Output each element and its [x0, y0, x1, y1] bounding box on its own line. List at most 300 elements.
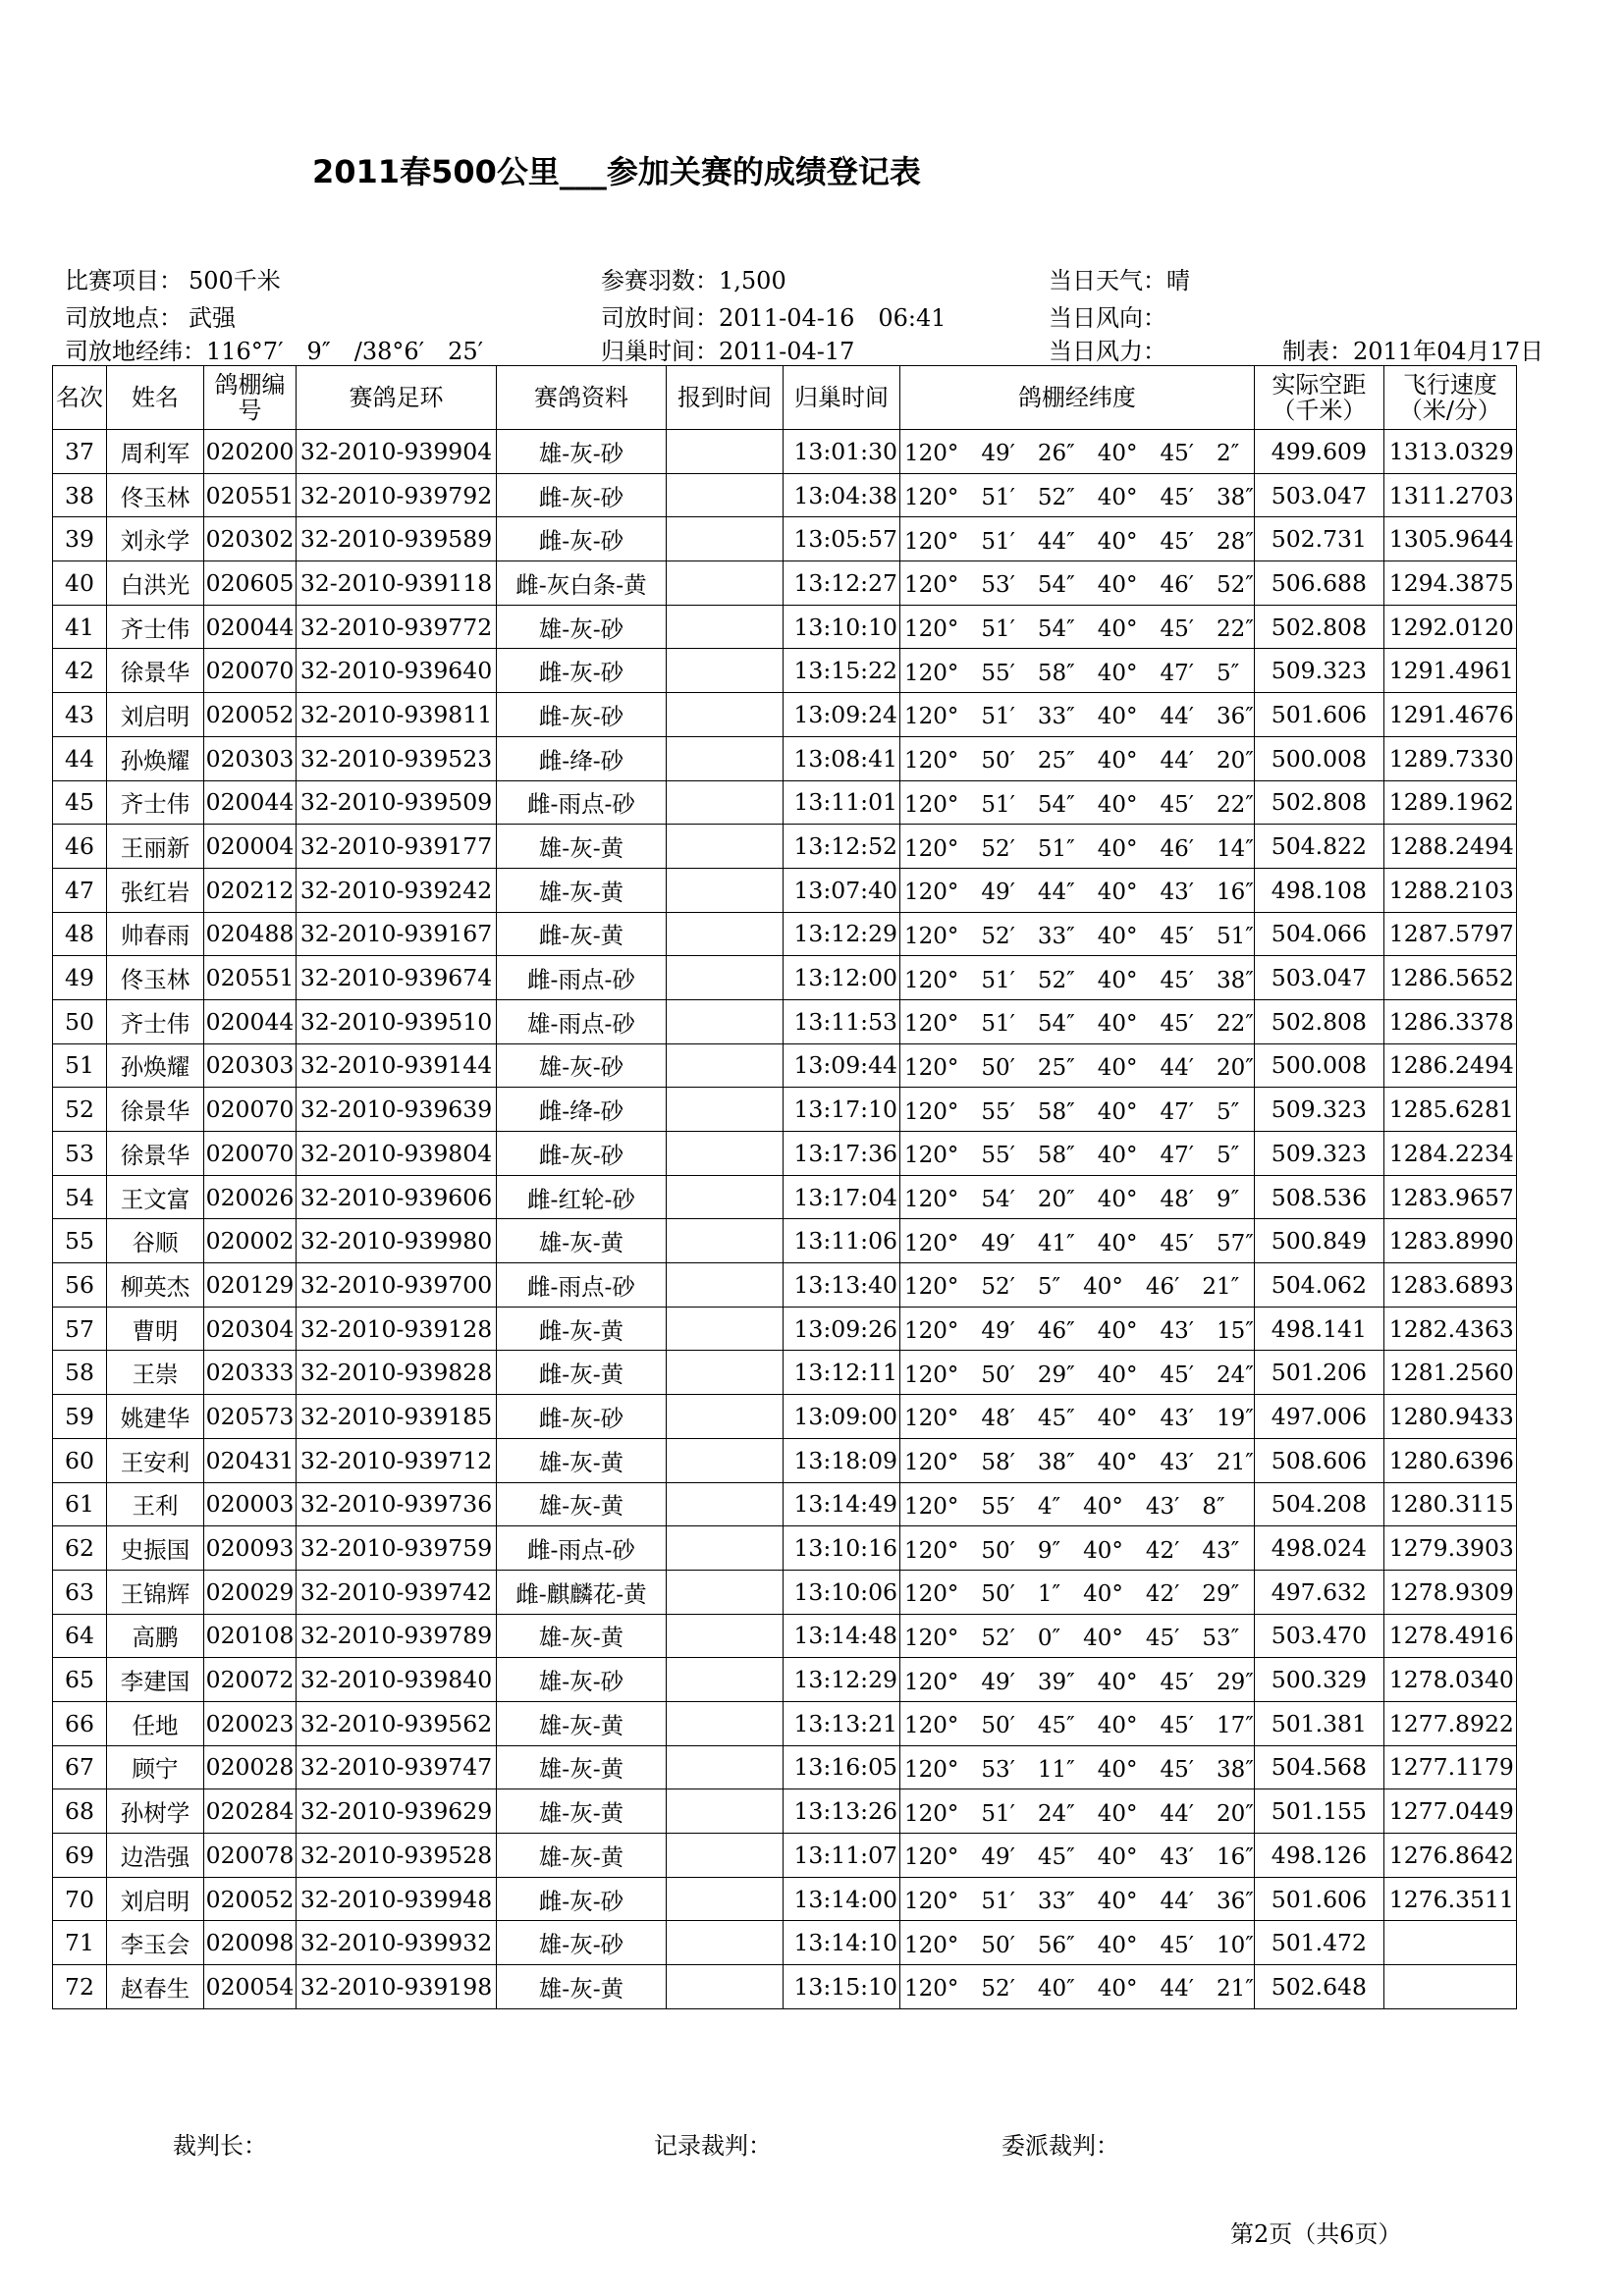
- loft-cell: 020098: [204, 1921, 297, 1965]
- speed-cell: 1280.3115: [1383, 1482, 1516, 1526]
- loft-cell: 020551: [204, 956, 297, 1000]
- return-time-cell: 13:11:01: [784, 780, 900, 825]
- loft-cell: 020303: [204, 736, 297, 780]
- coords-cell: 120° 51′ 54″ 40° 45′ 22″: [900, 605, 1255, 649]
- header-loft-no: 鸽棚编号: [204, 366, 297, 430]
- loft-cell: 020200: [204, 430, 297, 474]
- speed-cell: 1276.8642: [1383, 1834, 1516, 1878]
- return-time-info: [601, 332, 854, 366]
- info-cell: 雌-灰-砂: [497, 473, 667, 517]
- release-coord-label: 司放地经纬：: [65, 338, 206, 365]
- ring-cell: 32-2010-939804: [297, 1132, 497, 1176]
- coords-cell: 120° 50′ 56″ 40° 45′ 10″: [900, 1921, 1255, 1965]
- report-time-cell: [667, 736, 784, 780]
- table-row: [53, 693, 1517, 737]
- coords-cell: 120° 50′ 25″ 40° 44′ 20″: [900, 1043, 1255, 1088]
- release-time-label: 司放时间：: [601, 304, 719, 332]
- info-cell: 雌-灰-砂: [497, 649, 667, 693]
- info-cell: 雌-灰-砂: [497, 693, 667, 737]
- loft-cell: 020026: [204, 1175, 297, 1219]
- coords-cell: 120° 51′ 52″ 40° 45′ 38″: [900, 473, 1255, 517]
- info-cell: 雌-灰-黄: [497, 912, 667, 956]
- ring-cell: 32-2010-939712: [297, 1438, 497, 1482]
- release-time-info: [601, 298, 947, 333]
- loft-cell: 020573: [204, 1395, 297, 1439]
- rank-cell: 45: [53, 780, 107, 825]
- distance-cell: 508.536: [1254, 1175, 1383, 1219]
- return-time-cell: 13:05:57: [784, 517, 900, 561]
- event-value: 500千米: [189, 267, 281, 294]
- rank-cell: 48: [53, 912, 107, 956]
- header-distance: 实际空距（千米）: [1254, 366, 1383, 430]
- loft-cell: 020303: [204, 1043, 297, 1088]
- report-time-cell: [667, 1658, 784, 1702]
- speed-cell: 1278.9309: [1383, 1570, 1516, 1614]
- loft-cell: 020029: [204, 1570, 297, 1614]
- table-row: [53, 649, 1517, 693]
- name-cell: 王利: [107, 1482, 204, 1526]
- loft-cell: 020052: [204, 693, 297, 737]
- distance-cell: 503.470: [1254, 1614, 1383, 1658]
- loft-cell: 020070: [204, 1132, 297, 1176]
- distance-cell: 502.731: [1254, 517, 1383, 561]
- rank-cell: 51: [53, 1043, 107, 1088]
- return-time-value: 2011-04-17: [719, 338, 855, 365]
- info-cell: 雄-灰-黄: [497, 1482, 667, 1526]
- name-cell: 史振国: [107, 1526, 204, 1571]
- wind-force-info: [1049, 332, 1166, 366]
- name-cell: 王丽新: [107, 825, 204, 869]
- coords-cell: 120° 55′ 58″ 40° 47′ 5″: [900, 1088, 1255, 1132]
- distance-cell: 501.472: [1254, 1921, 1383, 1965]
- header-return-time: 归巢时间: [784, 366, 900, 430]
- ring-cell: 32-2010-939589: [297, 517, 497, 561]
- report-time-cell: [667, 473, 784, 517]
- info-cell: 雌-雨点-砂: [497, 1526, 667, 1571]
- table-row: [53, 868, 1517, 912]
- page-title: 2011春500公里___参加关赛的成绩登记表: [312, 153, 921, 190]
- table-row: [53, 1965, 1517, 2009]
- name-cell: 任地: [107, 1701, 204, 1745]
- return-time-cell: 13:17:10: [784, 1088, 900, 1132]
- wind-force-label: 当日风力：: [1049, 338, 1166, 365]
- loft-cell: 020129: [204, 1263, 297, 1308]
- page-number: 第2页（共6页）: [1230, 2220, 1402, 2248]
- report-time-cell: [667, 1043, 784, 1088]
- info-cell: 雌-灰-砂: [497, 1877, 667, 1921]
- name-cell: 白洪光: [107, 561, 204, 606]
- loft-cell: 020078: [204, 1834, 297, 1878]
- name-cell: 徐景华: [107, 1132, 204, 1176]
- distance-cell: 500.008: [1254, 1043, 1383, 1088]
- loft-cell: 020212: [204, 868, 297, 912]
- name-cell: 高鹏: [107, 1614, 204, 1658]
- chief-judge-label: 裁判长：: [173, 2132, 267, 2160]
- name-cell: 赵春生: [107, 1965, 204, 2009]
- info-cell: 雌-绛-砂: [497, 1088, 667, 1132]
- report-time-cell: [667, 912, 784, 956]
- loft-cell: 020605: [204, 561, 297, 606]
- coords-cell: 120° 54′ 20″ 40° 48′ 9″: [900, 1175, 1255, 1219]
- table-row: [53, 1351, 1517, 1395]
- return-time-cell: 13:17:04: [784, 1175, 900, 1219]
- return-time-cell: 13:16:05: [784, 1745, 900, 1789]
- ring-cell: 32-2010-939128: [297, 1307, 497, 1351]
- report-time-cell: [667, 1438, 784, 1482]
- loft-cell: 020023: [204, 1701, 297, 1745]
- table-row: [53, 1658, 1517, 1702]
- speed-cell: 1294.3875: [1383, 561, 1516, 606]
- rank-cell: 71: [53, 1921, 107, 1965]
- report-time-cell: [667, 1219, 784, 1263]
- loft-cell: 020551: [204, 473, 297, 517]
- rank-cell: 47: [53, 868, 107, 912]
- ring-cell: 32-2010-939674: [297, 956, 497, 1000]
- info-cell: 雌-灰-黄: [497, 1307, 667, 1351]
- distance-cell: 504.066: [1254, 912, 1383, 956]
- name-cell: 刘永学: [107, 517, 204, 561]
- table-row: [53, 1834, 1517, 1878]
- ring-cell: 32-2010-939177: [297, 825, 497, 869]
- loft-cell: 020070: [204, 649, 297, 693]
- distance-cell: 498.108: [1254, 868, 1383, 912]
- coords-cell: 120° 49′ 44″ 40° 43′ 16″: [900, 868, 1255, 912]
- loft-cell: 020044: [204, 605, 297, 649]
- name-cell: 孙焕耀: [107, 1043, 204, 1088]
- table-row: [53, 1438, 1517, 1482]
- distance-cell: 503.047: [1254, 473, 1383, 517]
- ring-cell: 32-2010-939606: [297, 1175, 497, 1219]
- distance-cell: 501.206: [1254, 1351, 1383, 1395]
- return-time-cell: 13:14:49: [784, 1482, 900, 1526]
- ring-cell: 32-2010-939629: [297, 1789, 497, 1834]
- distance-cell: 504.822: [1254, 825, 1383, 869]
- distance-cell: 501.606: [1254, 693, 1383, 737]
- distance-cell: 502.648: [1254, 1965, 1383, 2009]
- ring-cell: 32-2010-939198: [297, 1965, 497, 2009]
- name-cell: 王锦辉: [107, 1570, 204, 1614]
- coords-cell: 120° 49′ 41″ 40° 45′ 57″: [900, 1219, 1255, 1263]
- info-cell: 雌-麒麟花-黄: [497, 1570, 667, 1614]
- header-rank: 名次: [53, 366, 107, 430]
- distance-cell: 501.381: [1254, 1701, 1383, 1745]
- coords-cell: 120° 50′ 29″ 40° 45′ 24″: [900, 1351, 1255, 1395]
- coords-cell: 120° 52′ 51″ 40° 46′ 14″: [900, 825, 1255, 869]
- loft-cell: 020431: [204, 1438, 297, 1482]
- return-time-cell: 13:09:24: [784, 693, 900, 737]
- info-cell: 雄-灰-黄: [497, 1701, 667, 1745]
- loft-cell: 020002: [204, 1219, 297, 1263]
- table-row: [53, 999, 1517, 1043]
- speed-cell: 1277.1179: [1383, 1745, 1516, 1789]
- speed-cell: 1292.0120: [1383, 605, 1516, 649]
- info-cell: 雌-雨点-砂: [497, 956, 667, 1000]
- speed-cell: 1284.2234: [1383, 1132, 1516, 1176]
- distance-cell: 499.609: [1254, 430, 1383, 474]
- loft-cell: 020072: [204, 1658, 297, 1702]
- loft-cell: 020044: [204, 780, 297, 825]
- rank-cell: 43: [53, 693, 107, 737]
- ring-cell: 32-2010-939811: [297, 693, 497, 737]
- ring-cell: 32-2010-939167: [297, 912, 497, 956]
- report-time-cell: [667, 1965, 784, 2009]
- table-row: [53, 517, 1517, 561]
- ring-cell: 32-2010-939528: [297, 1834, 497, 1878]
- made-label: 制表：: [1282, 338, 1353, 365]
- table-row: [53, 780, 1517, 825]
- table-row: [53, 1877, 1517, 1921]
- table-row: [53, 956, 1517, 1000]
- ring-cell: 32-2010-939747: [297, 1745, 497, 1789]
- coords-cell: 120° 51′ 54″ 40° 45′ 22″: [900, 999, 1255, 1043]
- speed-cell: 1288.2103: [1383, 868, 1516, 912]
- return-time-cell: 13:04:38: [784, 473, 900, 517]
- info-cell: 雄-灰-砂: [497, 1043, 667, 1088]
- return-time-cell: 13:13:40: [784, 1263, 900, 1308]
- info-cell: 雄-灰-黄: [497, 868, 667, 912]
- coords-cell: 120° 49′ 39″ 40° 45′ 29″: [900, 1658, 1255, 1702]
- speed-cell: 1280.6396: [1383, 1438, 1516, 1482]
- wind-dir-info: [1049, 298, 1166, 333]
- coords-cell: 120° 51′ 33″ 40° 44′ 36″: [900, 693, 1255, 737]
- return-time-cell: 13:10:06: [784, 1570, 900, 1614]
- release-time-value: 2011-04-16 06:41: [719, 304, 947, 332]
- return-time-cell: 13:12:52: [784, 825, 900, 869]
- event-info: [65, 261, 281, 295]
- info-cell: 雄-灰-黄: [497, 825, 667, 869]
- coords-cell: 120° 50′ 9″ 40° 42′ 43″: [900, 1526, 1255, 1571]
- table-row: [53, 1789, 1517, 1834]
- ring-cell: 32-2010-939118: [297, 561, 497, 606]
- ring-cell: 32-2010-939736: [297, 1482, 497, 1526]
- distance-cell: 501.155: [1254, 1789, 1383, 1834]
- rank-cell: 60: [53, 1438, 107, 1482]
- info-cell: 雌-绛-砂: [497, 736, 667, 780]
- return-time-cell: 13:07:40: [784, 868, 900, 912]
- speed-cell: 1291.4961: [1383, 649, 1516, 693]
- release-place-info: [65, 298, 236, 333]
- speed-cell: 1278.0340: [1383, 1658, 1516, 1702]
- coords-cell: 120° 49′ 46″ 40° 43′ 15″: [900, 1307, 1255, 1351]
- table-row: [53, 430, 1517, 474]
- name-cell: 徐景华: [107, 649, 204, 693]
- name-cell: 李建国: [107, 1658, 204, 1702]
- rank-cell: 62: [53, 1526, 107, 1571]
- ring-cell: 32-2010-939792: [297, 473, 497, 517]
- return-time-cell: 13:14:00: [784, 1877, 900, 1921]
- report-time-cell: [667, 1526, 784, 1571]
- report-time-cell: [667, 1175, 784, 1219]
- name-cell: 齐士伟: [107, 999, 204, 1043]
- name-cell: 王安利: [107, 1438, 204, 1482]
- table-row: [53, 1043, 1517, 1088]
- ring-cell: 32-2010-939980: [297, 1219, 497, 1263]
- speed-cell: 1291.4676: [1383, 693, 1516, 737]
- speed-cell: 1276.3511: [1383, 1877, 1516, 1921]
- ring-cell: 32-2010-939700: [297, 1263, 497, 1308]
- distance-cell: 504.062: [1254, 1263, 1383, 1308]
- coords-cell: 120° 51′ 52″ 40° 45′ 38″: [900, 956, 1255, 1000]
- report-time-cell: [667, 1789, 784, 1834]
- ring-cell: 32-2010-939772: [297, 605, 497, 649]
- coords-cell: 120° 55′ 4″ 40° 43′ 8″: [900, 1482, 1255, 1526]
- header-ring: 赛鸽足环: [297, 366, 497, 430]
- rank-cell: 63: [53, 1570, 107, 1614]
- coords-cell: 120° 50′ 45″ 40° 45′ 17″: [900, 1701, 1255, 1745]
- coords-cell: 120° 51′ 44″ 40° 45′ 28″: [900, 517, 1255, 561]
- coords-cell: 120° 51′ 33″ 40° 44′ 36″: [900, 1877, 1255, 1921]
- speed-cell: 1286.2494: [1383, 1043, 1516, 1088]
- ring-cell: 32-2010-939242: [297, 868, 497, 912]
- report-time-cell: [667, 693, 784, 737]
- report-time-cell: [667, 605, 784, 649]
- made-value: 2011年04月17日: [1353, 338, 1544, 365]
- name-cell: 顾宁: [107, 1745, 204, 1789]
- report-time-cell: [667, 1834, 784, 1878]
- report-time-cell: [667, 1132, 784, 1176]
- count-value: 1,500: [719, 267, 786, 294]
- table-row: [53, 1263, 1517, 1308]
- loft-cell: 020052: [204, 1877, 297, 1921]
- header-info: 赛鸽资料: [497, 366, 667, 430]
- distance-cell: 504.208: [1254, 1482, 1383, 1526]
- info-cell: 雄-灰-砂: [497, 1921, 667, 1965]
- table-row: [53, 1745, 1517, 1789]
- return-time-cell: 13:13:26: [784, 1789, 900, 1834]
- report-time-cell: [667, 517, 784, 561]
- release-place-label: 司放地点：: [65, 304, 183, 332]
- coords-cell: 120° 52′ 40″ 40° 44′ 21″: [900, 1965, 1255, 2009]
- speed-cell: 1305.9644: [1383, 517, 1516, 561]
- table-row: [53, 1701, 1517, 1745]
- rank-cell: 70: [53, 1877, 107, 1921]
- table-row: [53, 1219, 1517, 1263]
- rank-cell: 66: [53, 1701, 107, 1745]
- speed-cell: 1289.1962: [1383, 780, 1516, 825]
- name-cell: 张红岩: [107, 868, 204, 912]
- distance-cell: 502.808: [1254, 780, 1383, 825]
- ring-cell: 32-2010-939509: [297, 780, 497, 825]
- loft-cell: 020284: [204, 1789, 297, 1834]
- name-cell: 王文富: [107, 1175, 204, 1219]
- rank-cell: 37: [53, 430, 107, 474]
- name-cell: 柳英杰: [107, 1263, 204, 1308]
- info-cell: 雌-灰-砂: [497, 517, 667, 561]
- distance-cell: 506.688: [1254, 561, 1383, 606]
- distance-cell: 501.606: [1254, 1877, 1383, 1921]
- report-time-cell: [667, 1482, 784, 1526]
- report-time-cell: [667, 780, 784, 825]
- table-row: [53, 473, 1517, 517]
- name-cell: 佟玉林: [107, 956, 204, 1000]
- return-time-cell: 13:12:29: [784, 912, 900, 956]
- rank-cell: 44: [53, 736, 107, 780]
- name-cell: 齐士伟: [107, 780, 204, 825]
- rank-cell: 40: [53, 561, 107, 606]
- name-cell: 孙树学: [107, 1789, 204, 1834]
- return-time-cell: 13:17:36: [784, 1132, 900, 1176]
- name-cell: 王崇: [107, 1351, 204, 1395]
- loft-cell: 020028: [204, 1745, 297, 1789]
- weather-value: 晴: [1166, 267, 1190, 294]
- ring-cell: 32-2010-939948: [297, 1877, 497, 1921]
- count-label: 参赛羽数：: [601, 267, 719, 294]
- name-cell: 谷顺: [107, 1219, 204, 1263]
- info-cell: 雄-灰-黄: [497, 1438, 667, 1482]
- return-time-label: 归巢时间：: [601, 338, 719, 365]
- return-time-cell: 13:15:10: [784, 1965, 900, 2009]
- ring-cell: 32-2010-939759: [297, 1526, 497, 1571]
- speed-cell: 1286.5652: [1383, 956, 1516, 1000]
- speed-cell: 1313.0329: [1383, 430, 1516, 474]
- loft-cell: 020070: [204, 1088, 297, 1132]
- table-row: [53, 736, 1517, 780]
- table-row: [53, 1307, 1517, 1351]
- distance-cell: 509.323: [1254, 649, 1383, 693]
- coords-cell: 120° 52′ 0″ 40° 45′ 53″: [900, 1614, 1255, 1658]
- speed-cell: 1277.0449: [1383, 1789, 1516, 1834]
- rank-cell: 69: [53, 1834, 107, 1878]
- ring-cell: 32-2010-939904: [297, 430, 497, 474]
- info-cell: 雄-灰-黄: [497, 1789, 667, 1834]
- rank-cell: 41: [53, 605, 107, 649]
- info-cell: 雌-红轮-砂: [497, 1175, 667, 1219]
- table-row: [53, 1175, 1517, 1219]
- report-time-cell: [667, 1877, 784, 1921]
- coords-cell: 120° 53′ 11″ 40° 45′ 38″: [900, 1745, 1255, 1789]
- loft-cell: 020333: [204, 1351, 297, 1395]
- table-row: [53, 825, 1517, 869]
- wind-dir-label: 当日风向：: [1049, 304, 1166, 332]
- speed-cell: 1278.4916: [1383, 1614, 1516, 1658]
- release-coord-info: [65, 332, 483, 366]
- event-label: 比赛项目：: [65, 267, 183, 294]
- distance-cell: 500.329: [1254, 1658, 1383, 1702]
- speed-cell: 1286.3378: [1383, 999, 1516, 1043]
- name-cell: 曹明: [107, 1307, 204, 1351]
- return-time-cell: 13:09:26: [784, 1307, 900, 1351]
- name-cell: 刘启明: [107, 1877, 204, 1921]
- info-cell: 雌-灰-砂: [497, 1395, 667, 1439]
- rank-cell: 64: [53, 1614, 107, 1658]
- distance-cell: 502.808: [1254, 999, 1383, 1043]
- info-cell: 雄-灰-砂: [497, 1658, 667, 1702]
- return-time-cell: 13:11:53: [784, 999, 900, 1043]
- speed-cell: 1281.2560: [1383, 1351, 1516, 1395]
- loft-cell: 020108: [204, 1614, 297, 1658]
- table-row: [53, 1526, 1517, 1571]
- rank-cell: 38: [53, 473, 107, 517]
- name-cell: 李玉会: [107, 1921, 204, 1965]
- name-cell: 周利军: [107, 430, 204, 474]
- name-cell: 姚建华: [107, 1395, 204, 1439]
- info-cell: 雌-灰白条-黄: [497, 561, 667, 606]
- info-cell: 雄-灰-黄: [497, 1965, 667, 2009]
- speed-cell: 1277.8922: [1383, 1701, 1516, 1745]
- ring-cell: 32-2010-939185: [297, 1395, 497, 1439]
- speed-cell: 1280.9433: [1383, 1395, 1516, 1439]
- table-row: [53, 1570, 1517, 1614]
- name-cell: 佟玉林: [107, 473, 204, 517]
- rank-cell: 72: [53, 1965, 107, 2009]
- coords-cell: 120° 55′ 58″ 40° 47′ 5″: [900, 1132, 1255, 1176]
- report-time-cell: [667, 999, 784, 1043]
- table-row: [53, 561, 1517, 606]
- info-cell: 雄-灰-黄: [497, 1614, 667, 1658]
- ring-cell: 32-2010-939523: [297, 736, 497, 780]
- table-row: [53, 912, 1517, 956]
- rank-cell: 54: [53, 1175, 107, 1219]
